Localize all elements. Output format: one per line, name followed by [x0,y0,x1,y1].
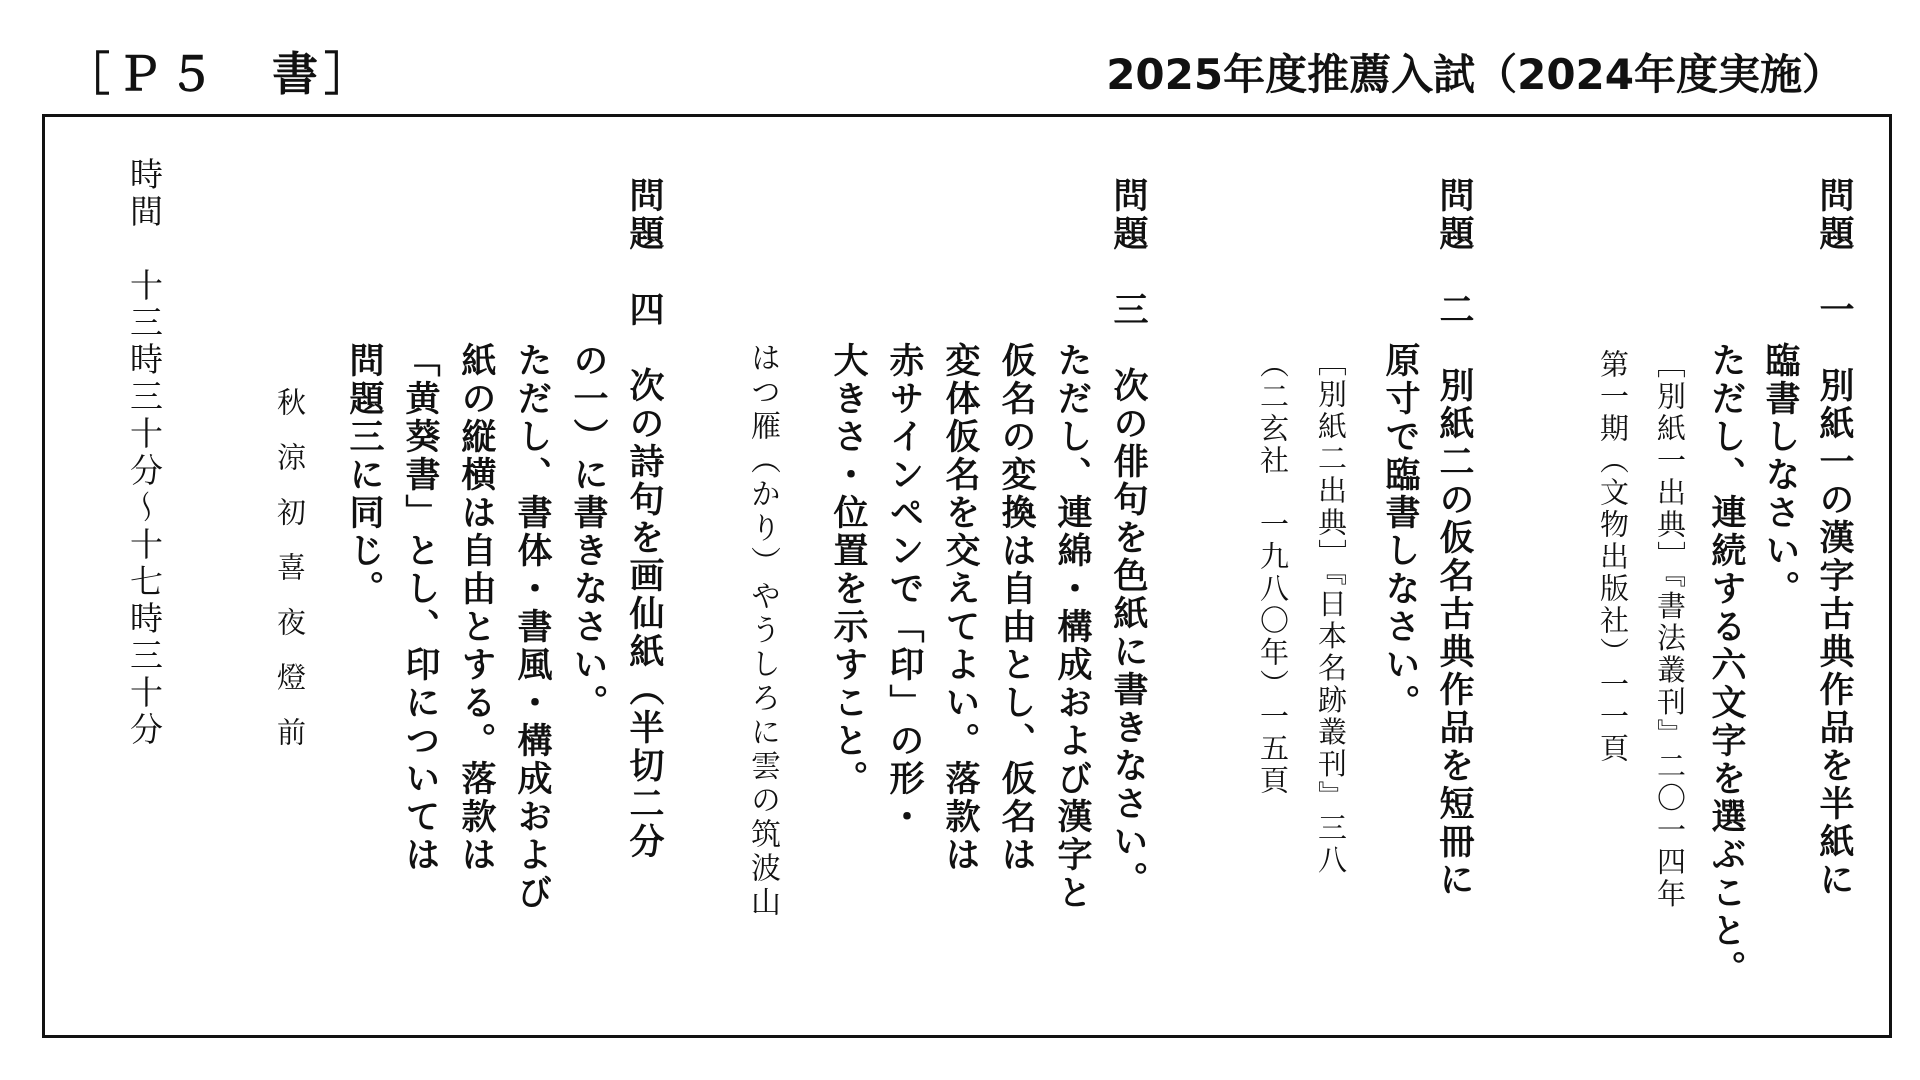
question-1-line-1: 問題 一 別紙一の漢字古典作品を半紙に [1814,177,1854,899]
question-1-source-line-2: 第一期（文物出版社）一一頁 [1596,349,1630,765]
question-3-haiku: はつ雁（かり）やうしろに雲の筑波山 [745,342,780,920]
section-label: ［Ｐ５ 書］ [64,47,376,101]
question-3-line-3: 仮名の変換は自由とし、仮名は [996,342,1036,874]
question-1-source-line-1: ［別紙一出典］『書法叢刊』二〇一四年 [1653,349,1687,911]
question-1-line-3: ただし、連続する六文字を選ぶこと。 [1706,342,1746,988]
question-3-line-6: 大きさ・位置を示すこと。 [828,342,868,798]
question-4-line-3: ただし、書体・書風・構成および [512,342,552,912]
question-3-line-1: 問題 三 次の俳句を色紙に書きなさい。 [1108,177,1148,899]
question-4-poem: 秋涼初喜夜燈前 [273,387,307,772]
question-3-line-5: 赤サインペンで「印」の形・ [884,342,924,836]
question-2-line-1: 問題 二 別紙二の仮名古典作品を短冊に [1434,177,1474,899]
question-3-line-2: ただし、連綿・構成および漢字と [1052,342,1092,912]
question-4-line-6: 問題三に同じ。 [344,342,384,608]
question-2-source-line-1: ［別紙二出典］『日本名跡叢刊』三八 [1314,347,1348,877]
question-3-line-4: 変体仮名を交えてよい。落款は [940,342,980,874]
question-4-line-5: 「黄葵書」とし、印については [400,342,440,874]
exam-question-box [42,114,1892,1038]
exam-title: 2025年度推薦入試（2024年度実施） [1106,50,1844,99]
question-4-line-1: 問題 四 次の詩句を画仙紙（半切二分 [624,177,664,861]
question-4-line-4: 紙の縦横は自由とする。落款は [456,342,496,874]
question-2-source-line-2: （二玄社 一九八〇年）一五頁 [1256,349,1290,797]
question-2-line-2: 原寸で臨書しなさい。 [1380,342,1420,722]
exam-time: 時間 十三時三十分～十七時三十分 [125,157,164,749]
question-1-line-2: 臨書しなさい。 [1760,342,1800,608]
question-4-line-2: の一）に書きなさい。 [568,342,608,722]
